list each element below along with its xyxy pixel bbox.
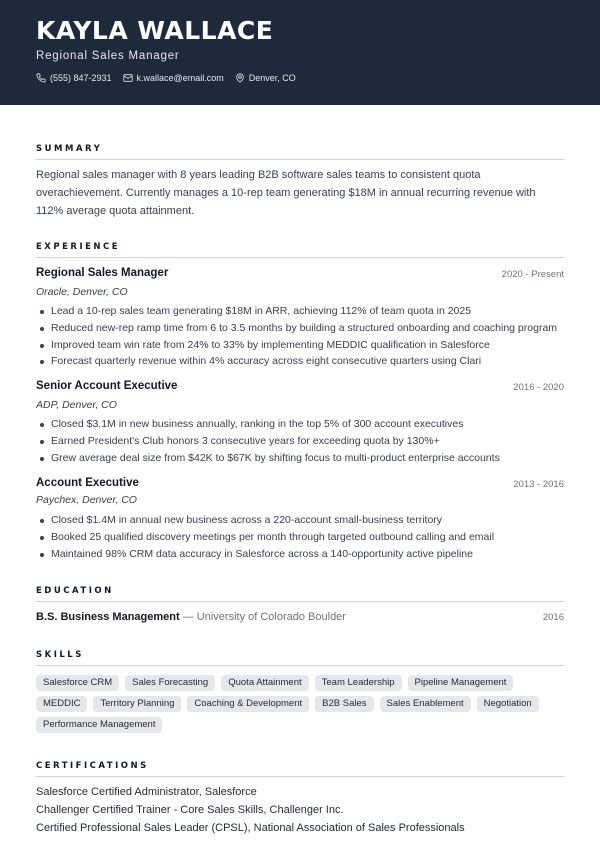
job-bullets <box>36 303 564 370</box>
location-text: Denver, CO <box>248 73 296 83</box>
summary-text: Regional sales manager with 8 years leading B2B software sales teams to consistent quota overachievement. Currently manages a 10-rep team generating $18M in annual recurring revenue with 112% average quota attainment. <box>36 169 536 217</box>
list-item: Grew average deal size from $42K to $67K by shifting focus to multi-product enterprise accounts <box>36 450 564 467</box>
section-divider <box>36 601 564 602</box>
mail-icon <box>123 73 133 83</box>
education-separator: — <box>179 611 197 623</box>
phone-text: (555) 847-2931 <box>50 73 112 83</box>
section-divider <box>36 159 564 160</box>
skill-chip: Coaching & Development <box>187 696 309 712</box>
list-item: Improved team win rate from 24% to 33% by implementing MEDDIC qualification in Salesforce <box>36 337 564 354</box>
skill-chip: B2B Sales <box>315 696 373 712</box>
job-bullets <box>36 512 564 562</box>
job-dates: 2020 - Present <box>501 269 564 280</box>
location-pin-icon <box>235 73 245 83</box>
list-item: Closed $3.1M in new business annually, ranking in the top 5% of 300 account executives <box>36 416 564 433</box>
list-item: Forecast quarterly revenue within 4% accuracy across eight consecutive quarters using Clari <box>36 353 564 370</box>
section-divider <box>36 665 564 666</box>
job-dates: 2013 - 2016 <box>513 479 564 490</box>
skill-chip: Negotiation <box>477 696 539 712</box>
section-title-skills: SKILLS <box>36 650 84 660</box>
job-title: Regional Sales Manager <box>36 267 169 279</box>
education-school: University of Colorado Boulder <box>196 611 346 623</box>
candidate-role: Regional Sales Manager <box>36 50 180 62</box>
certifications-list <box>36 783 465 837</box>
section-title-education: EDUCATION <box>36 586 114 596</box>
skill-chip: MEDDIC <box>36 696 87 712</box>
job-dates: 2016 - 2020 <box>513 382 564 393</box>
contact-email[interactable] <box>123 73 224 83</box>
contact-info <box>36 73 307 83</box>
section-title-certifications: CERTIFICATIONS <box>36 761 149 771</box>
job-company: Paychex, Denver, CO <box>36 494 137 506</box>
section-divider <box>36 257 564 258</box>
resume-header <box>0 0 600 105</box>
list-item: Reduced new-rep ramp time from 6 to 3.5 months by building a structured onboarding and coaching program <box>36 320 564 337</box>
skills-list <box>36 675 566 738</box>
list-item: Closed $1.4M in annual new business across a 220-account small-business territory <box>36 512 564 529</box>
list-item: Maintained 98% CRM data accuracy in Salesforce across a 140-opportunity active pipeline <box>36 546 564 563</box>
education-degree: B.S. Business Management <box>36 611 180 623</box>
contact-location <box>235 73 296 83</box>
list-item: Earned President's Club honors 3 consecutive years for exceeding quota by 130%+ <box>36 433 564 450</box>
section-title-experience: EXPERIENCE <box>36 242 121 252</box>
job-title: Senior Account Executive <box>36 380 178 392</box>
email-text[interactable]: k.wallace@email.com <box>136 73 224 83</box>
job-title: Account Executive <box>36 477 139 489</box>
list-item: Certified Professional Sales Leader (CPSL), National Association of Sales Professionals <box>36 822 465 834</box>
list-item: Salesforce Certified Administrator, Salesforce <box>36 786 257 798</box>
list-item: Booked 25 qualified discovery meetings per month through targeted outbound calling and email <box>36 529 564 546</box>
job-company: ADP, Denver, CO <box>36 399 117 411</box>
contact-phone <box>36 73 112 83</box>
education-entry <box>36 611 346 623</box>
section-title-summary: SUMMARY <box>36 144 103 154</box>
skill-chip: Sales Enablement <box>380 696 471 712</box>
skill-chip: Territory Planning <box>93 696 181 712</box>
list-item: Challenger Certified Trainer - Core Sales Skills, Challenger Inc. <box>36 804 344 816</box>
section-divider <box>36 776 564 777</box>
list-item: Lead a 10-rep sales team generating $18M in ARR, achieving 112% of team quota in 2025 <box>36 303 564 320</box>
skill-chip: Quota Attainment <box>221 675 308 691</box>
skill-chip: Team Leadership <box>315 675 402 691</box>
job-bullets <box>36 416 564 466</box>
education-year: 2016 <box>542 612 564 623</box>
skill-chip: Performance Management <box>36 717 162 733</box>
skill-chip: Sales Forecasting <box>125 675 215 691</box>
skill-chip: Pipeline Management <box>408 675 514 691</box>
phone-icon <box>36 73 46 83</box>
candidate-name: KAYLA WALLACE <box>36 16 274 45</box>
skill-chip: Salesforce CRM <box>36 675 119 691</box>
job-company: Oracle, Denver, CO <box>36 286 128 298</box>
